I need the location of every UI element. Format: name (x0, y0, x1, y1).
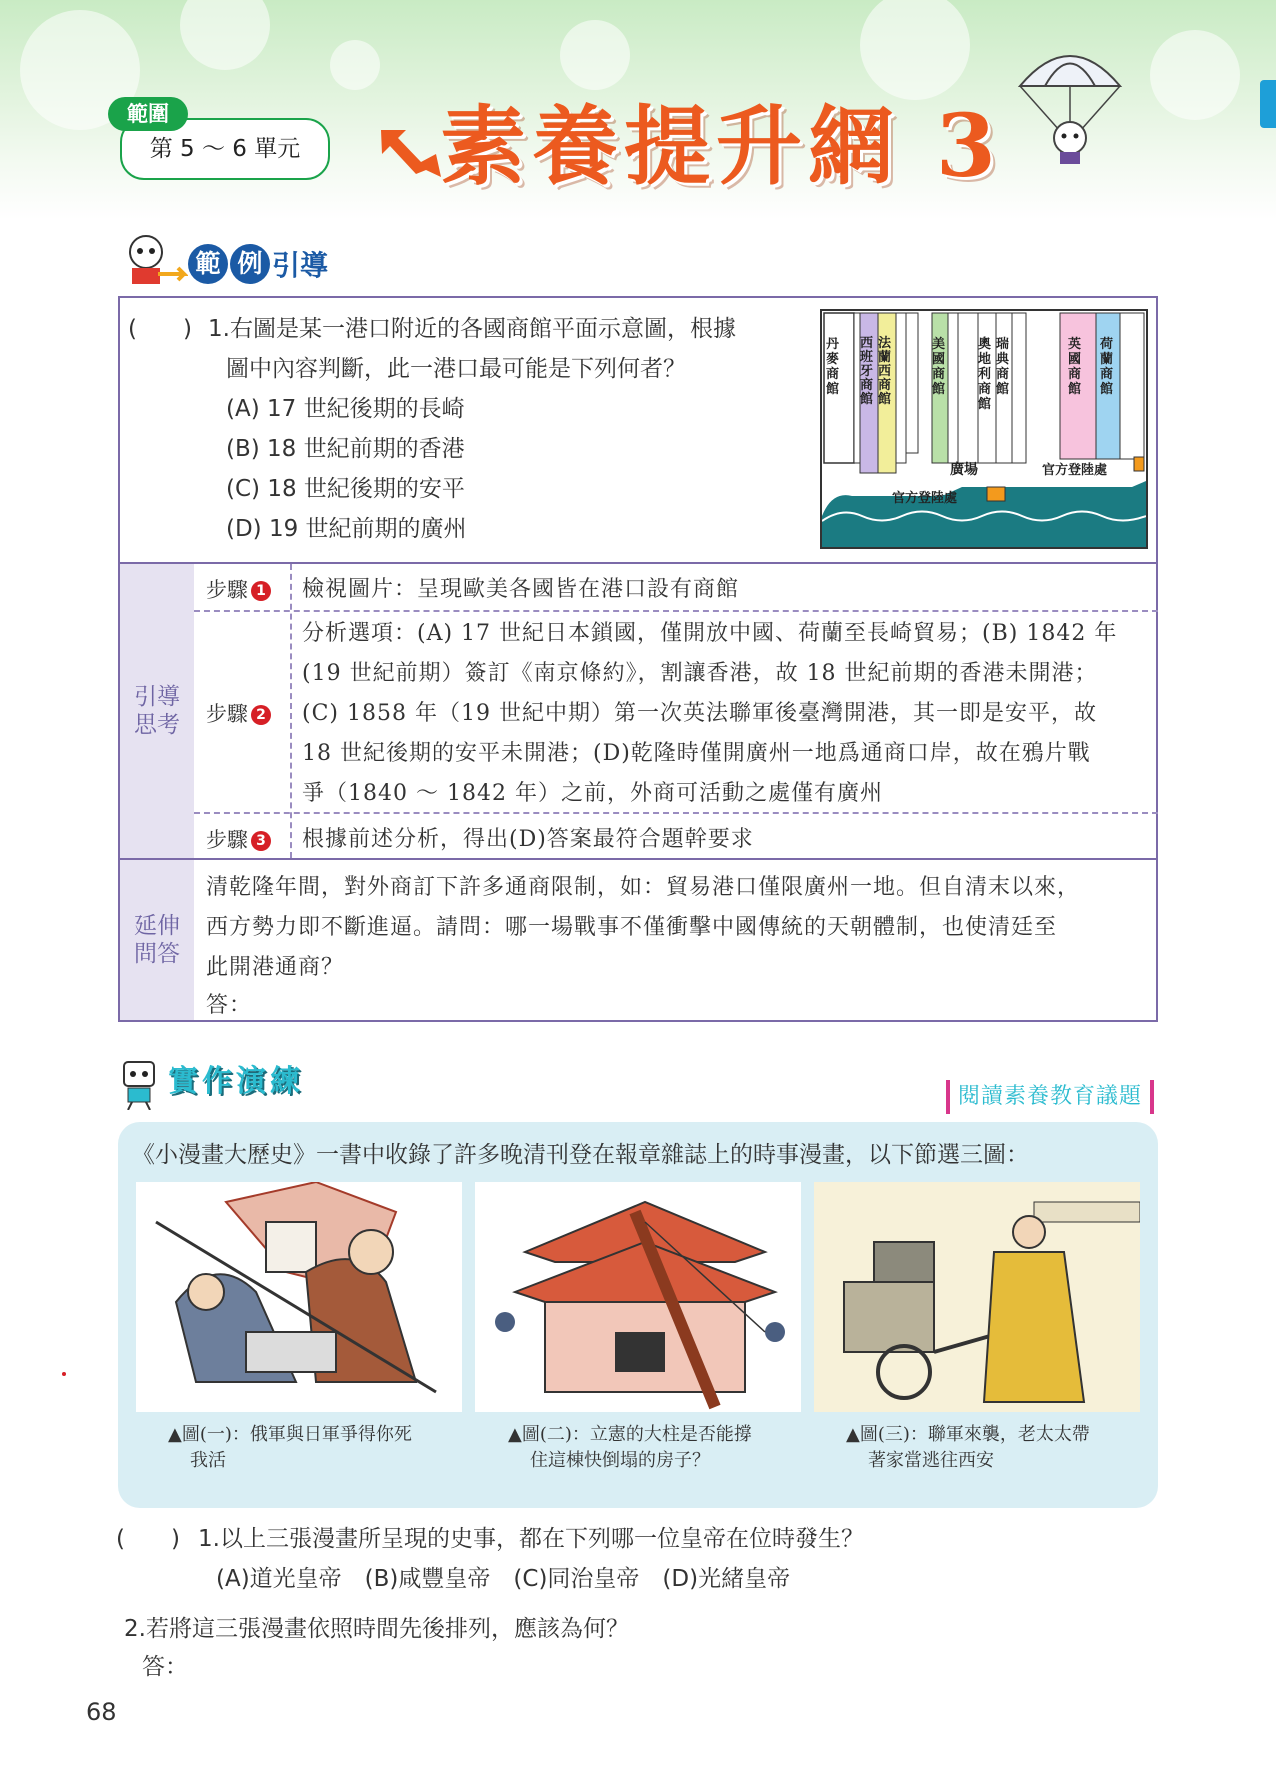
step-label-text: 步驟 (206, 828, 248, 852)
page-number: 68 (86, 1698, 117, 1726)
extension-text: 此開港通商？ (206, 955, 345, 980)
extension-text: 清乾隆年間，對外商訂下許多通商限制，如：貿易港口僅限廣州一地。但自清末以來， (206, 875, 1081, 900)
hall-label: 西班牙商館 (860, 336, 874, 407)
cartoon-image-3 (814, 1182, 1140, 1412)
practice-intro: 《小漫畫大歷史》一書中收錄了許多晚清刊登在報章雜誌上的時事漫畫，以下節選三圖： (132, 1142, 1029, 1168)
map-square-label: 廣場 (950, 462, 978, 478)
step-text: 檢視圖片：呈現歐美各國皆在港口設有商館 (302, 577, 740, 602)
step-number: 2 (251, 705, 271, 725)
step-text: 根據前述分析，得出(D)答案最符合題幹要求 (302, 827, 754, 852)
parachute-mascot-icon (1000, 36, 1140, 166)
red-dot (62, 1372, 66, 1376)
caption-text: 著家當逃往西安 (868, 1450, 994, 1471)
hall-label: 英國商館 (1068, 337, 1082, 397)
hall-label: 美國商館 (932, 337, 946, 397)
section-heading-practice (160, 1060, 312, 1104)
step-text: 爭（1840 ～ 1842 年）之前，外商可活動之處僅有廣州 (302, 781, 883, 806)
heading-badge: 範 (188, 244, 228, 284)
heading-badge: 例 (230, 244, 270, 284)
caption-2 (508, 1422, 752, 1474)
divider (118, 858, 1158, 860)
step-text: 分析選項：(A) 17 世紀日本鎖國，僅開放中國、荷蘭至長崎貿易；(B) 1842 年 (302, 621, 1118, 646)
caption-text: ▲圖(一)：俄軍與日軍爭得你死 (168, 1424, 412, 1445)
answer-blank[interactable]: ( ) (116, 1526, 180, 1552)
hall-label: 丹麥商館 (826, 337, 840, 397)
step-label-3 (206, 824, 271, 854)
answer-blank[interactable]: ( ) (128, 316, 192, 342)
dashed-divider (290, 564, 292, 858)
reading-literacy-tag: 閱讀素養教育議題 (946, 1080, 1154, 1114)
side-label-text: 引導思考 (134, 684, 180, 738)
step-label-2 (206, 698, 271, 728)
scope-box: 第 5 ～ 6 單元 (120, 118, 330, 180)
question-text: 圖中內容判斷，此一港口最可能是下列何者？ (226, 356, 686, 382)
question-text: 1.以上三張漫畫所呈現的史事，都在下列哪一位皇帝在位時發生？ (198, 1526, 864, 1552)
page-title: 素養提升網 3 (440, 96, 1002, 197)
caption-1 (168, 1422, 412, 1474)
caption-text: 我活 (190, 1450, 226, 1471)
option-c: (C) 18 世紀後期的安平 (226, 476, 465, 502)
caption-text: ▲圖(三)：聯軍來襲，老太太帶 (846, 1424, 1090, 1445)
extension-text: 西方勢力即不斷進逼。請問：哪一場戰事不僅衝擊中國傳統的天朝體制，也使清廷至 (206, 915, 1058, 940)
caption-text: 住這棟快倒塌的房子？ (530, 1450, 710, 1471)
heading-text: 實作演練 (168, 1064, 304, 1099)
side-label-think (120, 564, 194, 858)
step-label-1 (206, 574, 271, 604)
answer-label[interactable]: 答： (206, 993, 253, 1018)
question-options: (A)道光皇帝 (B)咸豐皇帝 (C)同治皇帝 (D)光緒皇帝 (216, 1566, 791, 1592)
cartoon-image-2 (475, 1182, 801, 1412)
map-dock-label: 官方登陸處 (1042, 463, 1108, 478)
step-text: (C) 1858 年（19 世紀中期）第一次英法聯軍後臺灣開港，其一即是安平，故 (302, 701, 1097, 726)
cartoon-image-1 (136, 1182, 462, 1412)
step-number: 1 (251, 581, 271, 601)
hall-label: 荷蘭商館 (1100, 337, 1114, 397)
hall-label: 奧地利商館 (978, 337, 992, 412)
divider (118, 562, 1158, 564)
step-label-text: 步驟 (206, 702, 248, 726)
dashed-divider (194, 812, 1158, 814)
scope-label: 範圍 (108, 97, 188, 131)
map-dock-label: 官方登陸處 (892, 491, 958, 506)
question-text: 1.右圖是某一港口附近的各國商館平面示意圖，根據 (208, 316, 736, 342)
hall-label: 法蘭西商館 (878, 336, 892, 407)
side-label-text: 延伸問答 (134, 913, 180, 967)
side-label-extension (120, 860, 194, 1020)
answer-label[interactable]: 答： (142, 1654, 188, 1680)
option-b: (B) 18 世紀前期的香港 (226, 436, 465, 462)
option-a: (A) 17 世紀後期的長崎 (226, 396, 465, 422)
option-d: (D) 19 世紀前期的廣州 (226, 516, 467, 542)
arrow-icon (376, 122, 446, 182)
section-heading-example (188, 244, 328, 292)
caption-text: ▲圖(二)：立憲的大柱是否能撐 (508, 1424, 752, 1445)
step-label-text: 步驟 (206, 578, 248, 602)
hall-label: 瑞典商館 (996, 337, 1010, 397)
caption-3 (846, 1422, 1090, 1474)
page-edge-tab (1260, 80, 1276, 128)
heading-text: 引導 (272, 249, 329, 282)
robot-mascot-icon (118, 230, 188, 290)
question-text: 2.若將這三張漫畫依照時間先後排列，應該為何？ (124, 1616, 629, 1642)
step-number: 3 (251, 831, 271, 851)
step-text: 18 世紀後期的安平未開港；(D)乾隆時僅開廣州一地爲通商口岸，故在鴉片戰 (302, 741, 1091, 766)
robot-mascot-icon (118, 1056, 162, 1110)
step-text: (19 世紀前期）簽訂《南京條約》，割讓香港，故 18 世紀前期的香港未開港； (302, 661, 1098, 686)
dashed-divider (194, 610, 1158, 612)
factory-map (820, 309, 1148, 549)
